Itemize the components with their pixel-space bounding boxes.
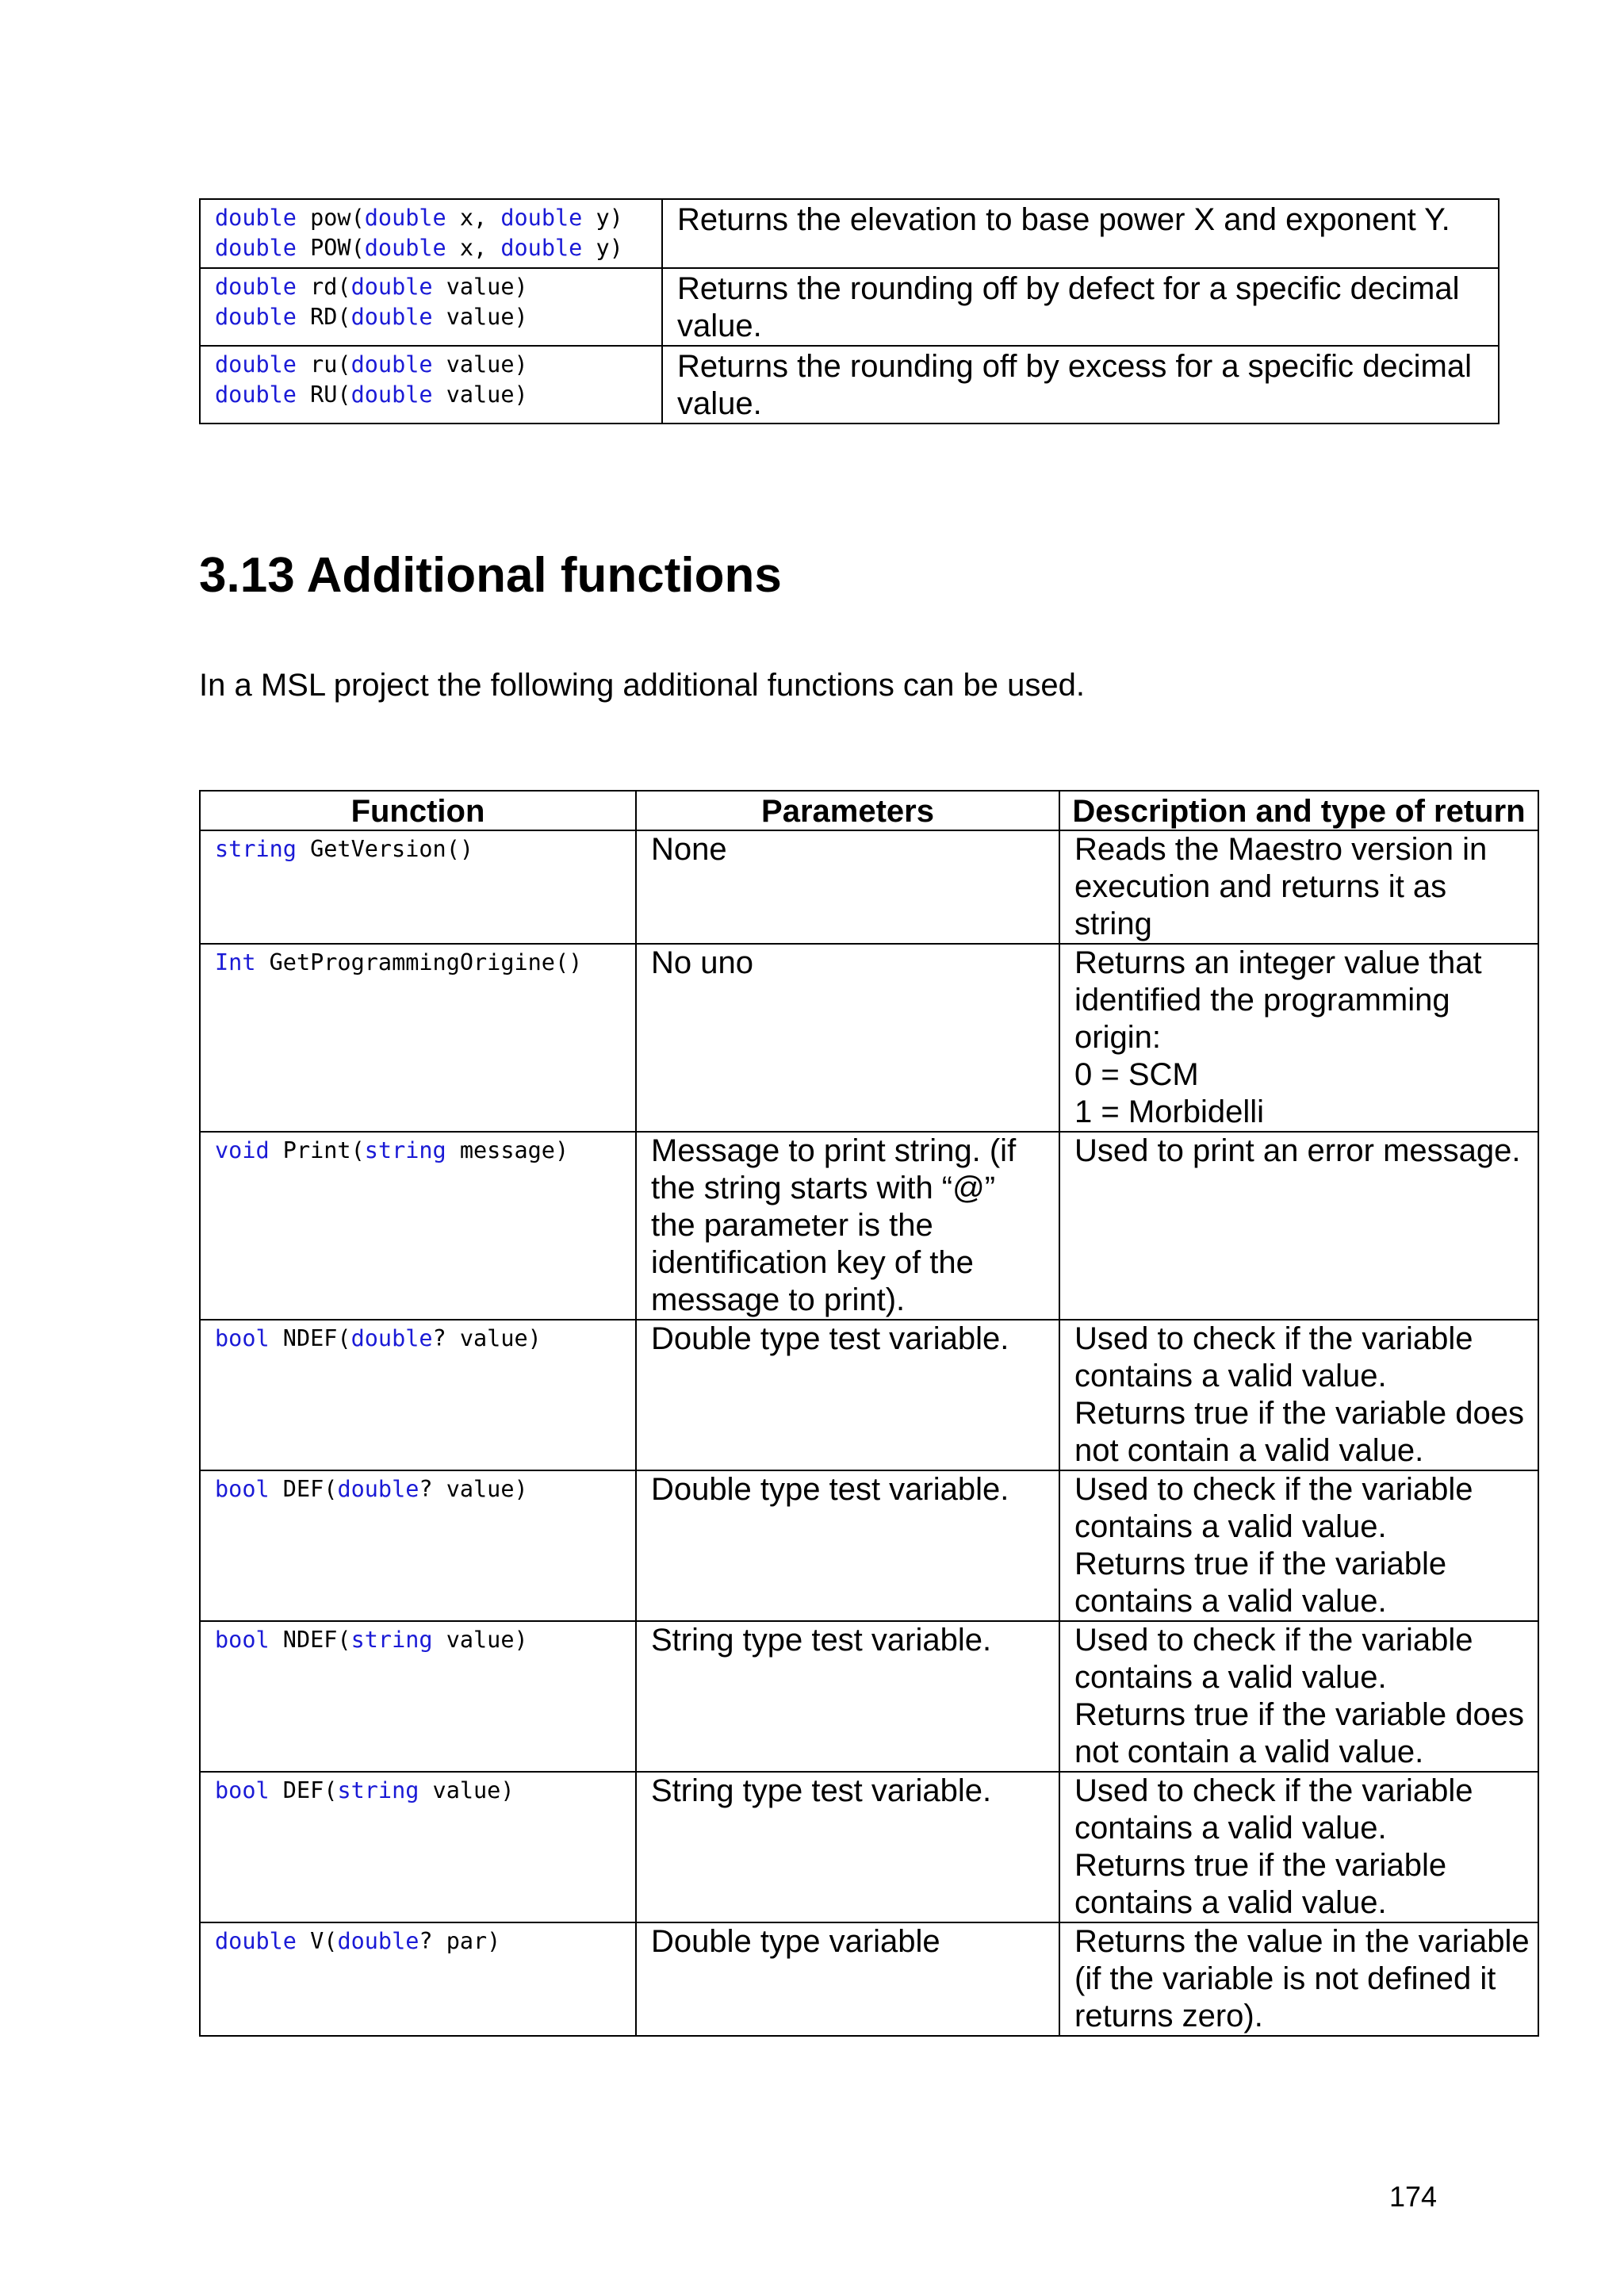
code-text: y)	[582, 205, 623, 231]
table-row	[200, 1922, 1538, 2036]
description-line: Returns true if the variable contains a valid value.	[1074, 1848, 1447, 1920]
description-cell	[1059, 1320, 1538, 1470]
code-text: NDEF(	[269, 1627, 351, 1653]
function-signature-cell	[200, 1132, 636, 1320]
code-text: V(	[296, 1928, 338, 1954]
table-row	[200, 199, 1499, 268]
code-keyword: double	[500, 205, 583, 231]
header-function: Function	[200, 791, 636, 830]
function-description-cell: Returns the rounding off by defect for a specific decimal value.	[662, 268, 1499, 346]
code-text: value)	[432, 1627, 528, 1653]
description-cell	[1059, 830, 1538, 944]
code-text: rd(	[296, 274, 351, 300]
function-signature-cell	[200, 944, 636, 1132]
code-keyword: double	[350, 304, 433, 330]
code-text: Print(	[269, 1137, 365, 1163]
parameters-cell: No uno	[636, 944, 1059, 1132]
page-number: 174	[1389, 2180, 1438, 2213]
description-cell	[1059, 1132, 1538, 1320]
function-signature-cell	[200, 346, 662, 424]
math-functions-table-body	[200, 199, 1499, 424]
description-line: Reads the Maestro version in execution and returns it as string	[1074, 832, 1488, 941]
code-keyword: string	[337, 1777, 419, 1803]
code-text: RU(	[296, 381, 351, 408]
description-line: Used to check if the variable contains a valid value.	[1074, 1773, 1473, 1846]
description-line: Used to check if the variable contains a valid value.	[1074, 1321, 1473, 1393]
code-text: GetProgrammingOrigine()	[255, 949, 583, 976]
description-cell	[1059, 1470, 1538, 1621]
parameters-cell: Double type test variable.	[636, 1320, 1059, 1470]
function-signature-cell	[200, 268, 662, 346]
description-line: Returns true if the variable contains a valid value.	[1074, 1547, 1447, 1619]
description-cell	[1059, 1621, 1538, 1772]
parameters-cell: String type test variable.	[636, 1621, 1059, 1772]
code-keyword: double	[215, 351, 297, 378]
code-line	[215, 834, 621, 864]
code-text: x,	[446, 235, 501, 261]
code-keyword: double	[337, 1476, 419, 1502]
code-line	[215, 1776, 621, 1806]
code-keyword: void	[215, 1137, 270, 1163]
description-line: Used to print an error message.	[1074, 1133, 1521, 1168]
code-keyword: double	[350, 274, 433, 300]
table-row	[200, 1132, 1538, 1320]
parameters-cell: Double type test variable.	[636, 1470, 1059, 1621]
function-description-cell: Returns the rounding off by excess for a specific decimal value.	[662, 346, 1499, 424]
code-keyword: string	[215, 836, 297, 862]
section-title: 3.13 Additional functions	[199, 548, 782, 603]
code-text: DEF(	[269, 1777, 338, 1803]
code-keyword: double	[337, 1928, 419, 1954]
function-signature-cell	[200, 199, 662, 268]
table-row	[200, 1470, 1538, 1621]
description-line: Returns an integer value that identified the programming origin:	[1074, 945, 1482, 1055]
function-signature-cell	[200, 830, 636, 944]
code-keyword: double	[215, 381, 297, 408]
code-line	[215, 1136, 621, 1166]
description-line: Returns true if the variable does not contain a valid value.	[1074, 1697, 1524, 1769]
description-line: Returns true if the variable does not contain a valid value.	[1074, 1396, 1524, 1468]
code-line	[215, 350, 647, 380]
code-text: pow(	[296, 205, 365, 231]
description-line: Returns the value in the variable (if the variable is not defined it returns zero).	[1074, 1924, 1530, 2033]
function-description-cell: Returns the elevation to base power X and exponent Y.	[662, 199, 1499, 268]
section-intro: In a MSL project the following additional functions can be used.	[199, 668, 1085, 703]
code-text: value)	[432, 351, 528, 378]
code-text: message)	[446, 1137, 569, 1163]
code-keyword: double	[364, 235, 446, 261]
code-line	[215, 233, 647, 263]
description-line: Used to check if the variable contains a valid value.	[1074, 1623, 1473, 1695]
code-keyword: bool	[215, 1325, 270, 1351]
code-keyword: bool	[215, 1627, 270, 1653]
code-text: ? par)	[419, 1928, 501, 1954]
code-keyword: double	[500, 235, 583, 261]
function-signature-cell	[200, 1922, 636, 2036]
code-keyword: string	[350, 1627, 433, 1653]
code-line	[215, 203, 647, 233]
code-line	[215, 1625, 621, 1655]
table-row	[200, 830, 1538, 944]
table-row	[200, 1320, 1538, 1470]
code-line	[215, 380, 647, 410]
code-keyword: double	[215, 235, 297, 261]
function-signature-cell	[200, 1621, 636, 1772]
code-text: value)	[432, 381, 528, 408]
code-line	[215, 1926, 621, 1957]
code-keyword: bool	[215, 1777, 270, 1803]
table-row	[200, 346, 1499, 424]
code-text: GetVersion()	[296, 836, 474, 862]
header-parameters: Parameters	[636, 791, 1059, 830]
code-text: ru(	[296, 351, 351, 378]
additional-functions-table-head	[200, 791, 1538, 830]
code-line	[215, 272, 647, 302]
description-line: Used to check if the variable contains a valid value.	[1074, 1472, 1473, 1544]
additional-functions-table-body	[200, 830, 1538, 2036]
code-line	[215, 1474, 621, 1504]
code-text: value)	[432, 274, 528, 300]
code-text: ? value)	[432, 1325, 542, 1351]
code-line	[215, 948, 621, 978]
code-keyword: double	[215, 274, 297, 300]
code-text: NDEF(	[269, 1325, 351, 1351]
table-row	[200, 268, 1499, 346]
code-text: POW(	[296, 235, 365, 261]
code-text: y)	[582, 235, 623, 261]
header-description: Description and type of return	[1059, 791, 1538, 830]
code-text: ? value)	[419, 1476, 528, 1502]
table-row	[200, 1621, 1538, 1772]
code-keyword: double	[350, 351, 433, 378]
code-text: x,	[446, 205, 501, 231]
table-header-row	[200, 791, 1538, 830]
table-row	[200, 1772, 1538, 1922]
code-keyword: string	[364, 1137, 446, 1163]
function-signature-cell	[200, 1320, 636, 1470]
description-cell	[1059, 944, 1538, 1132]
parameters-cell: Double type variable	[636, 1922, 1059, 2036]
code-keyword: double	[350, 381, 433, 408]
description-cell	[1059, 1922, 1538, 2036]
parameters-cell: String type test variable.	[636, 1772, 1059, 1922]
function-signature-cell	[200, 1470, 636, 1621]
parameters-cell: Message to print string. (if the string starts with “@” the parameter is the identification key of the message to print).	[636, 1132, 1059, 1320]
code-text: DEF(	[269, 1476, 338, 1502]
code-keyword: double	[364, 205, 446, 231]
code-line	[215, 1324, 621, 1354]
description-line: 1 = Morbidelli	[1074, 1094, 1265, 1129]
code-line	[215, 302, 647, 332]
description-line: 0 = SCM	[1074, 1057, 1199, 1092]
code-keyword: double	[350, 1325, 433, 1351]
code-text: RD(	[296, 304, 351, 330]
code-keyword: double	[215, 1928, 297, 1954]
code-keyword: double	[215, 304, 297, 330]
code-text: value)	[432, 304, 528, 330]
code-keyword: double	[215, 205, 297, 231]
parameters-cell: None	[636, 830, 1059, 944]
function-signature-cell	[200, 1772, 636, 1922]
table-row	[200, 944, 1538, 1132]
code-keyword: bool	[215, 1476, 270, 1502]
additional-functions-table	[199, 790, 1539, 2037]
code-text: value)	[419, 1777, 515, 1803]
code-keyword: Int	[215, 949, 256, 976]
math-functions-table	[199, 198, 1500, 424]
description-cell	[1059, 1772, 1538, 1922]
